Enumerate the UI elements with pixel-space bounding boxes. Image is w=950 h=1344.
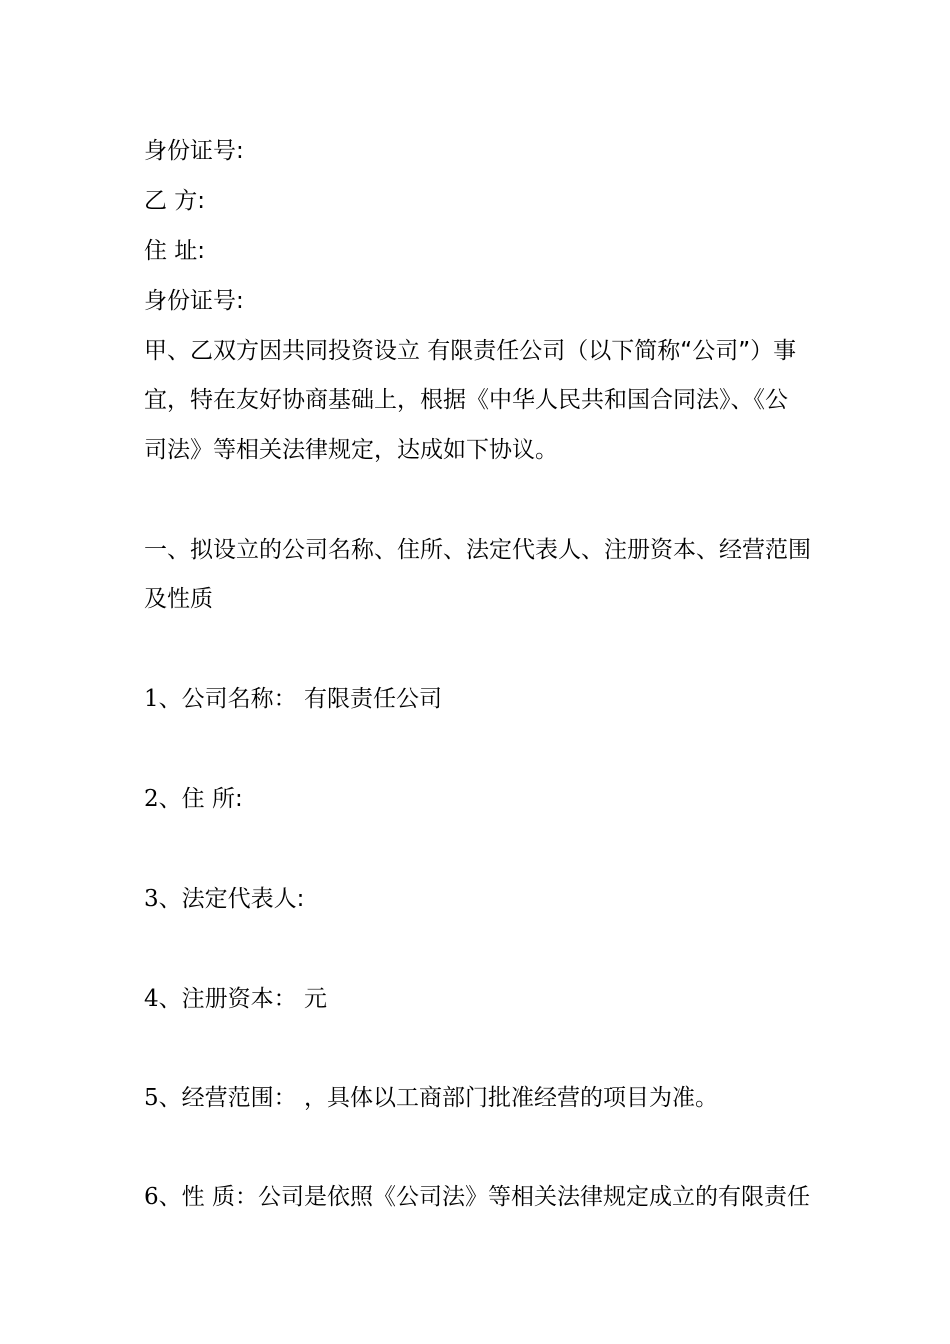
item-text: 、住 所: <box>158 786 243 812</box>
item-text: 、性 质：公司是依照《公司法》等相关法律规定成立的有限责任 <box>158 1184 810 1210</box>
item-registered-capital <box>144 984 327 1014</box>
id-number-field-b: 身份证号: <box>144 288 244 314</box>
item-number: 2 <box>144 786 159 812</box>
item-number: 1 <box>144 686 159 712</box>
item-domicile <box>144 784 243 814</box>
item-text: 、注册资本： 元 <box>158 986 327 1012</box>
item-legal-representative <box>144 884 304 914</box>
section-1-heading-line-1: 一、拟设立的公司名称、住所、法定代表人、注册资本、经营范围 <box>144 537 811 563</box>
intro-line-1: 甲、乙双方因共同投资设立 有限责任公司（以下简称“公司”）事 <box>144 338 797 364</box>
item-business-scope <box>144 1083 718 1113</box>
item-text: 、法定代表人: <box>158 886 305 912</box>
item-number: 5 <box>144 1085 159 1111</box>
intro-line-3: 司法》等相关法律规定，达成如下协议。 <box>144 437 558 463</box>
item-nature <box>144 1182 810 1212</box>
intro-line-2: 宜，特在友好协商基础上，根据《中华人民共和国合同法》、《公 <box>144 387 788 413</box>
item-number: 4 <box>144 986 159 1012</box>
item-text: 、经营范围： ，具体以工商部门批准经营的项目为准。 <box>158 1085 718 1111</box>
address-field-b: 住 址: <box>144 238 206 264</box>
item-number: 6 <box>144 1184 159 1210</box>
item-number: 3 <box>144 886 159 912</box>
id-number-field-a: 身份证号: <box>144 138 244 164</box>
item-company-name <box>144 684 442 714</box>
section-1-heading-line-2: 及性质 <box>144 586 213 612</box>
party-b-field: 乙 方: <box>144 188 206 214</box>
item-text: 、公司名称： 有限责任公司 <box>158 686 442 712</box>
